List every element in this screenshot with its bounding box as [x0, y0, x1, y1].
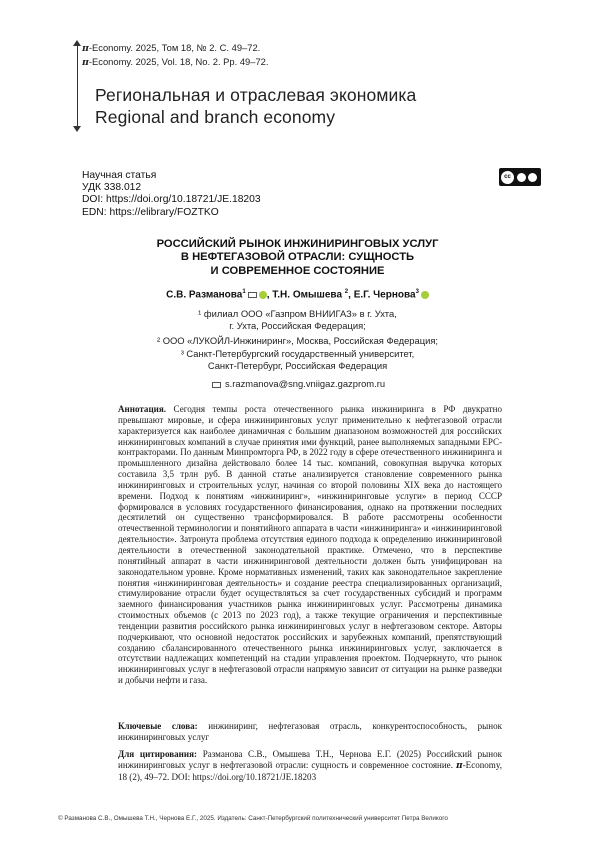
keywords-text: инжиниринг, нефтегазовая отрасль, конкурентоспособность, рынок инжиниринговых услуг — [118, 721, 502, 742]
pi-symbol: π — [456, 760, 463, 771]
email-icon — [212, 382, 221, 388]
article-type: Научная статья — [82, 170, 157, 181]
title-line-1: РОССИЙСКИЙ РЫНОК ИНЖИНИРИНГОВЫХ УСЛУГ — [156, 238, 439, 250]
article-title — [100, 238, 495, 278]
article-meta — [82, 170, 261, 219]
affiliation-3 — [100, 348, 495, 371]
citation — [118, 749, 502, 783]
arrow-down-icon — [73, 126, 81, 132]
decorative-vertical-line — [77, 45, 78, 127]
author-name: С.В. Разманова — [166, 289, 243, 301]
cc-nc-icon — [528, 173, 537, 182]
affiliation-3-line-1: ³ Санкт-Петербургский государственный университет, — [180, 348, 415, 359]
citation-text-tail: -Economy, 18 (2), 49–72. DOI: https://doi.org/10.18721/JE.18203 — [118, 759, 503, 782]
section-title-en: Regional and branch economy — [95, 107, 336, 127]
pi-symbol: π — [82, 43, 89, 54]
cc-logo: cc — [501, 171, 514, 184]
affiliation-1-line-1: ¹ филиал ООО «Газпром ВНИИГАЗ» в г. Ухта, — [198, 308, 397, 319]
section-title-ru: Региональная и отраслевая экономика — [95, 85, 417, 105]
title-line-3: И СОВРЕМЕННОЕ СОСТОЯНИЕ — [210, 264, 385, 277]
abstract-label: Аннотация. — [118, 404, 167, 414]
affiliation-1-line-2: г. Ухта, Российская Федерация; — [229, 319, 366, 331]
udc: УДК 338.012 — [82, 182, 142, 194]
orcid-icon[interactable] — [421, 291, 429, 299]
journal-reference-ru — [82, 41, 260, 55]
email-address[interactable]: s.razmanova@sng.vniigaz.gazprom.ru — [224, 378, 386, 389]
abstract-text: Сегодня темпы роста отечественного рынка инжиниринга в РФ двукратно превышают мировые, и сфера инжиниринговых услуг применительно к нефтегазовой отрасли характеризуется как наиболее динамичная с большим диапазоном возможностей для российских инжиниринговых компаний в случае принятия ими функций, ранее выполняемых западными EPC-контракторами. По данным Минпромторга РФ, в 2022 году в сфере отечественного инжиниринга и промышленного дизайна действовало более 14 тыс. компаний, совокупная выручка которых составила 3,5 трлн руб. В данной статье анализируется становление современного рынка инжиниринговых и строительных услуг, начиная со второй половины XIX века до настоящего времени. Подход к понятиям «инжиниринг», «инжиниринговые услуги» в период СССР формировался в условиях государственного финансирования, однако на протяжении последних десятилетий он существенно трансформировался. В работе рассмотрены особенности отечественной терминологии и понятийного аппарата в части «инжиниринга» и «инжиниринговой деятельности». Затронута проблема отсутствия единого подхода к определению инжиниринговой деятельности в отечественной законодательной практике. Отмечено, что в перспективе понятийный аппарат в части инжиниринговой деятельности должен быть унифицирован на законодательном уровне. Кроме нормативных изменений, таких как законодательное закрепление понятия «инжиниринговая деятельность» и создание реестра специализированных организаций, стимулирование отрасли будет осуществляться за счет государственных субсидий и программ заемного финансирования участников рынка инжиниринговых услуг. Рассмотрены динамика стоимостных объемов (с 2013 по 2023 год), а также текущие ограничения и перспективные тенденции развития российского рынка инжиниринговых услуг в нефтегазовом секторе. Авторы подчеркивают, что основной недостаток российских и зарубежных компаний, препятствующий созданию сбалансированного отечественного рынка инжиниринговых услуг, заключается в отсутствии надлежащих компетенций на стадии управления проектом. Подчеркнуто, что рынок инжиниринговых услуг в нефтегазовой отрасли напрямую зависит от ситуации на рынке разведки и добычи нефти и газа. — [118, 404, 502, 686]
journal-reference-en — [82, 55, 269, 69]
affiliation-3-line-2: Санкт-Петербург, Российская Федерация — [207, 359, 388, 371]
title-line-2: В НЕФТЕГАЗОВОЙ ОТРАСЛИ: СУЩНОСТЬ — [180, 251, 415, 264]
author-sup: 2 — [344, 289, 349, 295]
affiliation-1 — [100, 308, 495, 331]
keywords — [118, 721, 502, 743]
affiliation-2: ² ООО «ЛУКОЙЛ-Инжиниринг», Москва, Российская Федерация; — [156, 335, 439, 346]
edn-link[interactable]: EDN: https://elibrary/FOZTKO — [82, 206, 219, 218]
keywords-label: Ключевые слова: — [118, 721, 198, 731]
journal-reference-ru-text: -Economy. 2025, Том 18, № 2. С. 49–72. — [88, 42, 261, 53]
orcid-icon[interactable] — [259, 291, 267, 299]
cc-by-nc-icon[interactable] — [499, 168, 541, 186]
author-sup: 3 — [415, 289, 419, 295]
copyright-footer: © Разманова С.В., Омышева Т.Н., Чернова Е.Г., 2025. Издатель: Санкт-Петербургский политехнический университет Петра Великого — [58, 815, 448, 822]
doi-link[interactable]: DOI: https://doi.org/10.18721/JE.18203 — [82, 194, 261, 206]
cc-by-icon — [517, 173, 526, 182]
pi-symbol: π — [82, 57, 89, 68]
citation-text: Разманова С.В., Омышева Т.Н., Чернова Е.Г. (2025) Российский рынок инжиниринговых услуг в нефтегазовой отрасли: сущность и современное состояние. — [118, 749, 503, 770]
email-icon[interactable] — [248, 292, 257, 298]
citation-label: Для цитирования: — [118, 749, 198, 759]
journal-reference-en-text: -Economy. 2025, Vol. 18, No. 2. Pp. 49–72. — [88, 56, 269, 67]
author-sup: 1 — [242, 289, 246, 295]
author-name: Е.Г. Чернова — [353, 289, 416, 301]
abstract — [118, 404, 502, 686]
contact-email — [100, 378, 495, 390]
author-name: Т.Н. Омышева — [272, 289, 343, 301]
authors-line: С.В. Разманова$^1$ , Т.Н. Омышева $^2$, Е.Г. Чернова$^3$ — [100, 289, 495, 300]
